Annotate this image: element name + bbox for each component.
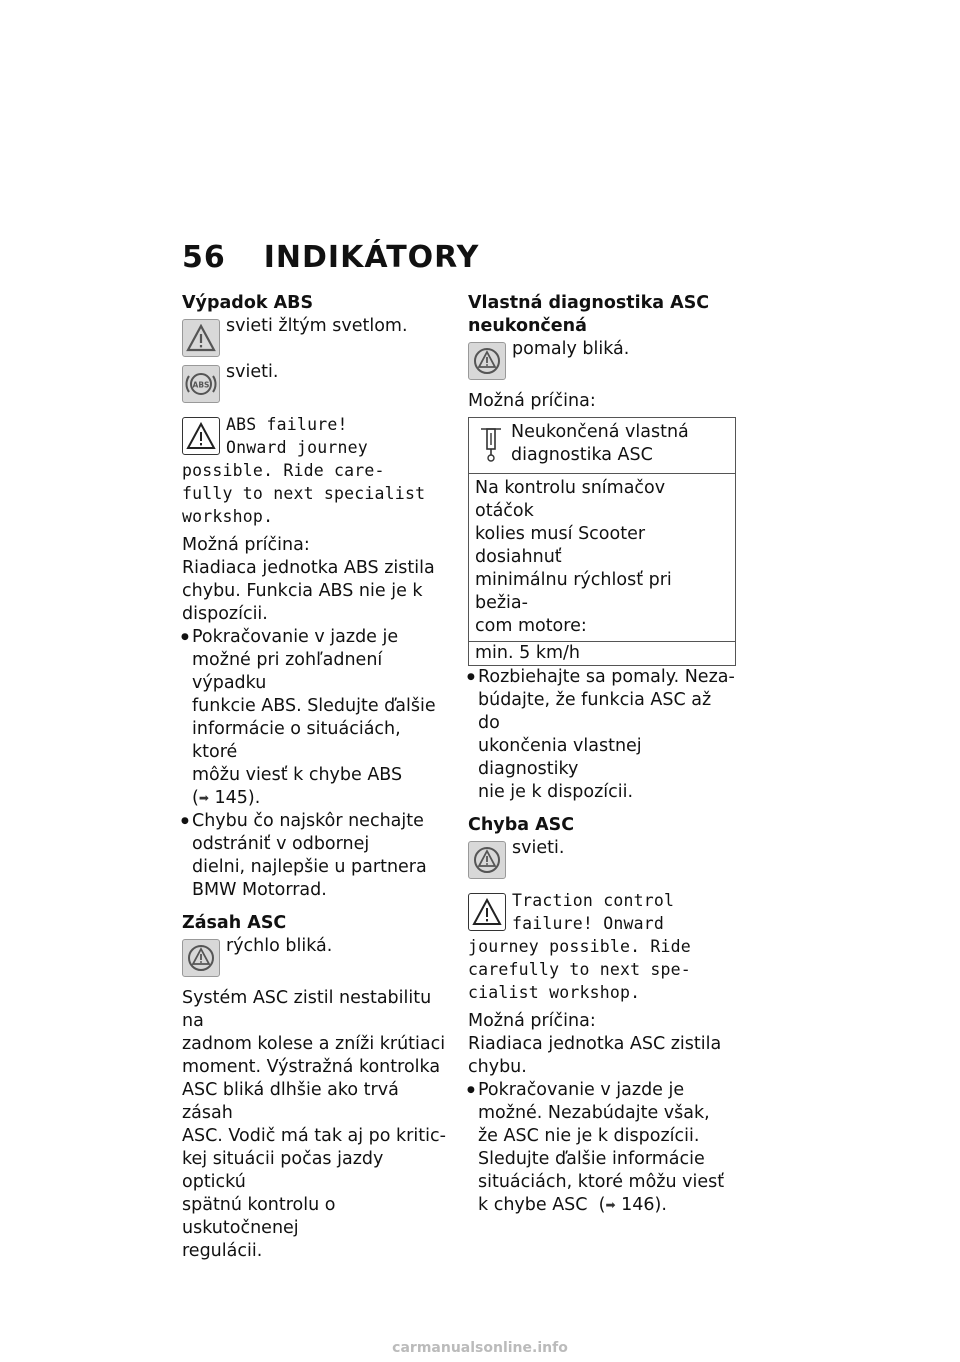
asc-bullet-list [468,1079,738,1217]
page-reference-arrow-icon: ➡ [605,1198,616,1212]
asc-msg-line-3: journey possible. Ride [468,937,691,956]
abs-bullet-list [182,626,450,902]
asc-page-ref-link[interactable]: 146). [621,1195,667,1215]
abs-cause-line-2: chybu. Funkcia ABS nie je k [182,581,423,601]
asc-diag-table [468,417,736,666]
wheel-sensor-icon [479,423,503,470]
abs-cause-line-3: dispozícii. [182,604,268,624]
table-cell-text: diagnostika ASC [511,445,653,465]
asc-fast-blink-text: rýchlo bliká. [226,936,333,956]
abs-msg-line-3: possible. Ride care- [182,461,385,480]
asc-slow-blink-text: pomaly bliká. [512,339,630,359]
abs-msg-line-1: ABS failure! [226,415,348,434]
list-item: ● Pokračovanie v jazde je možné. Nezabúdajte však, že ASC nie je k dispozícii. Sledujte ďalšie informácie situáciách, ktoré môžu viesť k chybe ASC (➡ 146). [468,1079,738,1217]
page-title [182,240,479,275]
asc-intervention-text-1: Systém ASC zistil nestabilitu na [182,988,432,1031]
table-cell-text: kolies musí Scooter dosiahnuť [475,524,646,567]
asc-lamp-icon [182,939,220,977]
warning-triangle-icon [182,417,220,455]
abs-msg-line-2: Onward journey [226,438,368,457]
abs-lamp-row [182,361,450,407]
abs-cause-line-1: Riadiaca jednotka ABS zistila [182,558,435,578]
asc-diag-heading-1: Vlastná diagnostika ASC [468,293,710,313]
abs-yellow-row [182,315,450,361]
asc-intervention-text-2: zadnom kolese a zníži krútiaci [182,1034,446,1054]
abs-failure-heading: Výpadok ABS [182,293,314,313]
asc-diag-heading-2: neukončená [468,316,587,336]
asc-on-text: svieti. [512,838,565,858]
asc-intervention-text-5: ASC. Vodič má tak aj po kritic- [182,1126,446,1146]
left-column [182,292,450,1263]
asc-failure-heading: Chyba ASC [468,815,575,835]
abs-page-ref-link[interactable]: 145). [214,788,261,808]
asc-slow-blink-row [468,338,738,384]
asc-cause-label: Možná príčina: [468,1011,596,1031]
abs-display-message [182,413,450,528]
asc-cause-line-2: chybu. [468,1057,527,1077]
asc-diag-bullet-list [468,666,738,804]
table-cell-text: minimálnu rýchlosť pri bežia- [475,570,672,613]
abs-msg-line-5: workshop. [182,507,274,526]
asc-intervention-text-7: spätnú kontrolu o uskutočnenej [182,1195,336,1238]
table-row [469,642,736,666]
svg-text:ABS: ABS [192,380,210,390]
asc-cause-line-1: Riadiaca jednotka ASC zistila [468,1034,722,1054]
asc-msg-line-1: Traction control [512,891,675,910]
abs-lamp-icon [182,365,220,403]
right-column [468,292,738,1217]
abs-lamp-text: svieti. [226,362,279,382]
asc-intervention-text-4: ASC bliká dlhšie ako trvá zásah [182,1080,399,1123]
asc-intervention-heading: Zásah ASC [182,913,287,933]
abs-msg-line-4: fully to next specialist [182,484,426,503]
asc-fast-blink-row [182,935,450,981]
table-row [469,418,736,474]
abs-cause-label: Možná príčina: [182,535,310,555]
abs-yellow-text: svieti žltým svetlom. [226,316,408,336]
warning-triangle-icon [468,893,506,931]
asc-intervention-text-3: moment. Výstražná kontrolka [182,1057,441,1077]
list-item: ● Chybu čo najskôr nechajte odstrániť v odbornej dielni, najlepšie u partnera BMW Motorrad. [182,810,450,902]
warning-triangle-icon [182,319,220,357]
asc-diag-cause-label: Možná príčina: [468,391,596,411]
section-title: INDIKÁTORY [263,240,480,275]
asc-intervention-text-6: kej situácii počas jazdy optickú [182,1149,384,1192]
asc-on-row [468,837,738,883]
table-cell-text: min. 5 km/h [469,642,736,666]
page-number: 56 [182,240,226,275]
table-cell-text: Neukončená vlastná [511,422,689,442]
asc-msg-line-2: failure! Onward [512,914,665,933]
list-item: ● Rozbiehajte sa pomaly. Neza- búdajte, že funkcia ASC až do ukončenia vlastnej diagnostiky nie je k dispozícii. [468,666,738,804]
table-cell-text: com motore: [475,616,587,636]
list-item: ● Pokračovanie v jazde je možné pri zohľadnení výpadku funkcie ABS. Sledujte ďalšie informácie o situáciách, ktoré môžu viesť k chybe ABS (➡ 145). [182,626,450,810]
table-cell-text: Na kontrolu snímačov otáčok [475,478,666,521]
asc-lamp-icon [468,841,506,879]
page-reference-arrow-icon: ➡ [198,791,209,805]
asc-display-message [468,889,738,1004]
asc-lamp-icon [468,342,506,380]
asc-intervention-text-8: regulácii. [182,1241,263,1261]
table-row [469,474,736,642]
asc-msg-line-4: carefully to next spe- [468,960,691,979]
watermark: carmanualsonline.info [392,1340,568,1356]
asc-msg-line-5: cialist workshop. [468,983,641,1002]
